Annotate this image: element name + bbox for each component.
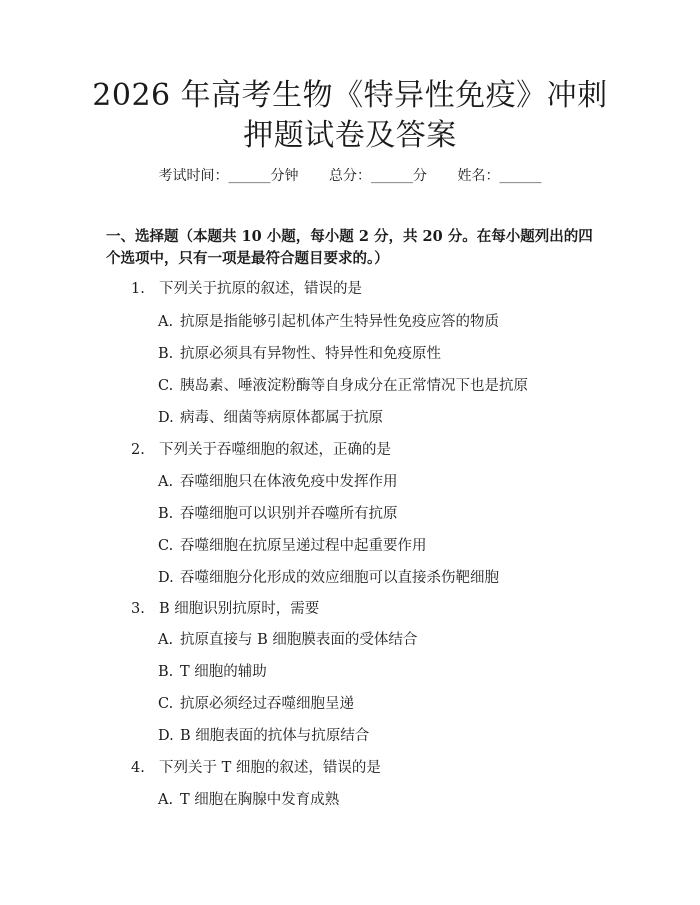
option-letter: A. <box>158 632 174 648</box>
option-text: 抗原必须具有异物性、特异性和免疫原性 <box>180 346 441 362</box>
exam-info-line <box>0 166 700 186</box>
question-3-option-a <box>158 630 417 650</box>
option-text: 胰岛素、唾液淀粉酶等自身成分在正常情况下也是抗原 <box>180 378 528 394</box>
option-letter: A. <box>158 314 174 330</box>
option-letter: B. <box>158 664 174 680</box>
question-1-stem <box>131 279 362 299</box>
question-text: 下列关于吞噬细胞的叙述，正确的是 <box>159 442 391 458</box>
option-letter: A. <box>158 792 174 808</box>
question-1-option-b <box>158 344 441 364</box>
question-number: 3. <box>131 601 145 617</box>
question-3-stem <box>131 599 319 619</box>
question-4-stem <box>131 758 381 778</box>
student-name-field: 姓名：______ <box>457 168 542 184</box>
option-text: B 细胞表面的抗体与抗原结合 <box>180 728 370 744</box>
question-1-option-d <box>158 408 383 428</box>
question-1-option-a <box>158 312 499 332</box>
question-text: 下列关于抗原的叙述，错误的是 <box>159 281 362 297</box>
question-2-stem <box>131 440 391 460</box>
question-3-option-c <box>158 694 354 714</box>
option-letter: B. <box>158 506 174 522</box>
option-text: 抗原直接与 B 细胞膜表面的受体结合 <box>180 632 418 648</box>
document-title: 2026 年高考生物《特异性免疫》冲刺押题试卷及答案 <box>92 78 608 153</box>
section-heading-choice: 一、选择题（本题共 10 小题，每小题 2 分，共 20 分。在每小题列出的四个选项中，只有一项是最符合题目要求的。） <box>106 228 593 267</box>
option-text: 抗原是指能够引起机体产生特异性免疫应答的物质 <box>180 314 499 330</box>
option-text: T 细胞在胸腺中发育成熟 <box>180 792 340 808</box>
question-text: 下列关于 T 细胞的叙述，错误的是 <box>159 760 381 776</box>
option-letter: C. <box>158 538 174 554</box>
option-letter: D. <box>158 728 174 744</box>
question-2-option-d <box>158 568 499 588</box>
option-text: 病毒、细菌等病原体都属于抗原 <box>180 410 383 426</box>
question-1-option-c <box>158 376 528 396</box>
total-score-field: 总分：______分 <box>329 168 427 184</box>
option-text: 吞噬细胞在抗原呈递过程中起重要作用 <box>180 538 427 554</box>
question-number: 1. <box>131 281 145 297</box>
question-number: 4. <box>131 760 145 776</box>
exam-time-field: 考试时间：______分钟 <box>158 168 299 184</box>
option-letter: C. <box>158 378 174 394</box>
question-number: 2. <box>131 442 145 458</box>
question-text: B 细胞识别抗原时，需要 <box>159 601 320 617</box>
option-text: T 细胞的辅助 <box>180 664 267 680</box>
question-2-option-b <box>158 504 398 524</box>
option-letter: C. <box>158 696 174 712</box>
option-text: 抗原必须经过吞噬细胞呈递 <box>180 696 354 712</box>
question-4-option-a <box>158 790 339 810</box>
question-2-option-c <box>158 536 427 556</box>
question-3-option-b <box>158 662 267 682</box>
option-letter: A. <box>158 474 174 490</box>
option-text: 吞噬细胞可以识别并吞噬所有抗原 <box>180 506 398 522</box>
option-letter: D. <box>158 570 174 586</box>
option-text: 吞噬细胞只在体液免疫中发挥作用 <box>180 474 398 490</box>
option-letter: D. <box>158 410 174 426</box>
option-letter: B. <box>158 346 174 362</box>
question-3-option-d <box>158 726 369 746</box>
question-2-option-a <box>158 472 398 492</box>
option-text: 吞噬细胞分化形成的效应细胞可以直接杀伤靶细胞 <box>180 570 499 586</box>
